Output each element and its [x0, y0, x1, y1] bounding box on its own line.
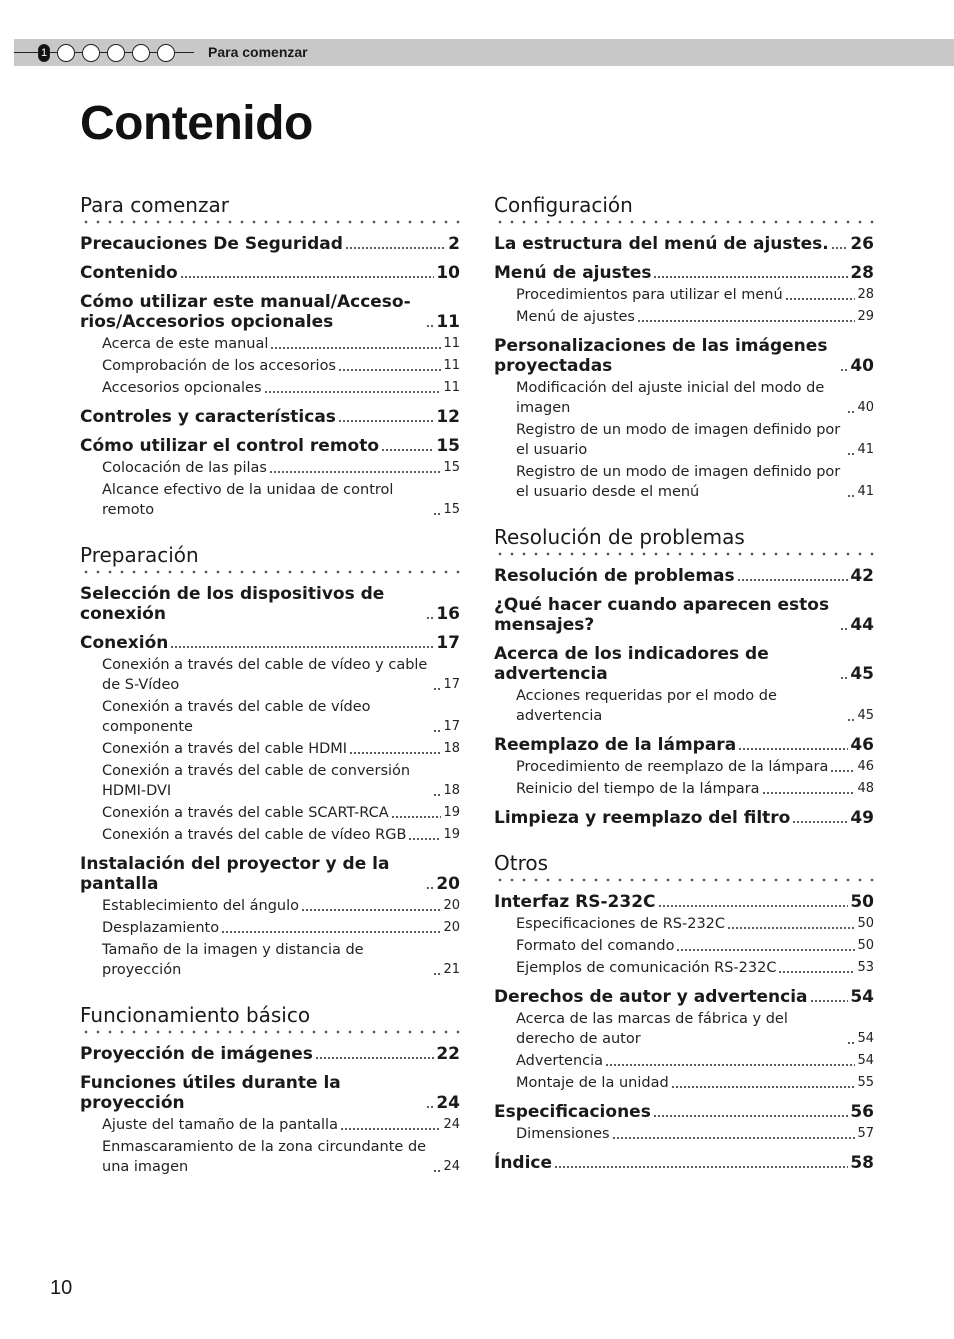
dot-leader — [338, 420, 434, 422]
entry-page-number: 58 — [850, 1153, 874, 1173]
dot-leader — [605, 1064, 855, 1066]
toc-subentry[interactable] — [516, 757, 874, 777]
toc-entry[interactable] — [80, 234, 460, 254]
entry-page-number: 15 — [443, 460, 460, 475]
dot-leader — [433, 730, 441, 732]
dot-leader — [408, 838, 441, 840]
entry-page-number: 40 — [850, 356, 874, 376]
dot-leader — [737, 579, 849, 581]
dot-leader — [426, 617, 434, 619]
chapter-step — [157, 44, 175, 62]
toc-entry[interactable] — [494, 263, 874, 283]
toc-entry[interactable] — [80, 1044, 460, 1064]
entry-title: Acerca de los indicadores de advertencia — [494, 644, 769, 684]
entry-page-number: 17 — [436, 633, 460, 653]
entry-page-number: 41 — [857, 484, 874, 499]
entry-title: Reinicio del tiempo de la lámpara — [516, 781, 760, 797]
toc-entry[interactable] — [80, 1073, 460, 1113]
toc-entry[interactable] — [494, 566, 874, 586]
toc-subentry[interactable] — [102, 1115, 460, 1135]
entry-page-number: 18 — [443, 783, 460, 798]
dot-leader — [658, 905, 849, 907]
entry-title: Limpieza y reemplazo del filtro — [494, 808, 791, 828]
entry-title: Conexión a través del cable HDMI — [102, 741, 348, 757]
dot-leader — [792, 821, 848, 823]
entry-page-number: 20 — [436, 874, 460, 894]
toc-subentry[interactable] — [102, 918, 460, 938]
toc-entry[interactable] — [494, 1153, 874, 1173]
dot-leader — [727, 927, 855, 929]
entry-title: Interfaz RS-232C — [494, 892, 656, 912]
chapter-step — [107, 44, 125, 62]
entry-page-number: 22 — [436, 1044, 460, 1064]
entry-page-number: 21 — [443, 962, 460, 977]
toc-section-configuracion — [494, 192, 874, 502]
toc-entry[interactable] — [494, 808, 874, 828]
entry-page-number: 11 — [443, 358, 460, 373]
toc-subentry[interactable] — [516, 378, 874, 418]
toc-entry[interactable] — [494, 735, 874, 755]
entry-title: Conexión a través del cable de vídeo y cable de S-Vídeo — [102, 657, 428, 693]
entry-title: Selección de los dispositivos de conexión — [80, 584, 385, 624]
dot-leader — [338, 369, 441, 371]
toc-subentry[interactable] — [516, 914, 874, 934]
dot-leader — [180, 276, 435, 278]
dot-leader — [830, 770, 855, 772]
entry-title: Ejemplos de comunicación RS-232C — [516, 960, 777, 976]
toc-subentry[interactable] — [102, 940, 460, 980]
entry-title: Ajuste del tamaño de la pantalla — [102, 1117, 338, 1133]
entry-title: Desplazamiento — [102, 920, 220, 936]
chapter-step-current: 1 — [38, 44, 50, 62]
entry-title: Acciones requeridas por el modo de advertencia — [516, 688, 777, 724]
entry-title: Accesorios opcionales — [102, 380, 262, 396]
entry-title: Registro de un modo de imagen definido por el usuario — [516, 422, 841, 458]
toc-subentry[interactable] — [516, 686, 874, 726]
toc-subentry[interactable] — [516, 1073, 874, 1093]
dot-leader — [810, 1000, 849, 1002]
toc-entry[interactable] — [80, 584, 460, 624]
dot-leader — [170, 646, 434, 648]
dot-leader — [381, 449, 434, 451]
page-number: 10 — [50, 1277, 73, 1299]
dot-leader — [433, 688, 441, 690]
toc-entry[interactable] — [80, 292, 460, 332]
entry-title: Resolución de problemas — [494, 566, 735, 586]
entry-page-number: 50 — [857, 938, 874, 953]
toc-section-para-comenzar — [80, 192, 460, 520]
entry-page-number: 15 — [443, 502, 460, 517]
toc-left-column — [80, 192, 460, 1199]
entry-title: Proyección de imágenes — [80, 1044, 313, 1064]
toc-entry[interactable] — [494, 1102, 874, 1122]
entry-title: Dimensiones — [516, 1126, 610, 1142]
toc-entry[interactable] — [494, 234, 874, 254]
section-heading: Resolución de problemas — [494, 524, 874, 556]
entry-page-number: 10 — [436, 263, 460, 283]
entry-page-number: 55 — [857, 1075, 874, 1090]
dot-leader — [847, 453, 855, 455]
entry-page-number: 19 — [443, 827, 460, 842]
entry-page-number: 24 — [443, 1117, 460, 1132]
toc-subentry[interactable] — [516, 285, 874, 305]
toc-subentry[interactable] — [102, 480, 460, 520]
toc-entry[interactable] — [494, 987, 874, 1007]
entry-page-number: 40 — [857, 400, 874, 415]
dot-leader — [433, 513, 441, 515]
entry-title: Modificación del ajuste inicial del modo de imagen — [516, 380, 825, 416]
entry-page-number: 48 — [857, 781, 874, 796]
toc-subentry[interactable] — [516, 779, 874, 799]
toc-subentry[interactable] — [516, 1124, 874, 1144]
entry-page-number: 53 — [857, 960, 874, 975]
dot-leader — [426, 1106, 434, 1108]
entry-title: Procedimiento de reemplazo de la lámpara — [516, 759, 829, 775]
dot-leader — [315, 1057, 434, 1059]
toc-subentry[interactable] — [516, 936, 874, 956]
entry-title: Enmascaramiento de la zona circundante de una imagen — [102, 1139, 427, 1175]
entry-page-number: 50 — [857, 916, 874, 931]
section-heading: Para comenzar — [80, 192, 460, 224]
entry-page-number: 17 — [443, 677, 460, 692]
dot-leader — [612, 1137, 856, 1139]
dot-leader — [391, 816, 442, 818]
entry-title: Funciones útiles durante la proyección — [80, 1073, 341, 1113]
entry-page-number: 54 — [850, 987, 874, 1007]
dot-leader — [221, 931, 441, 933]
toc-entry[interactable] — [80, 407, 460, 427]
dot-leader — [433, 1170, 441, 1172]
toc-section-resolucion-de-problemas — [494, 524, 874, 828]
chapter-label: Para comenzar — [208, 44, 308, 60]
chapter-step — [57, 44, 75, 62]
dot-leader — [433, 794, 441, 796]
entry-page-number: 11 — [436, 312, 460, 332]
entry-title: ¿Qué hacer cuando aparecen estos mensajes? — [494, 595, 830, 635]
toc-subentry[interactable] — [102, 803, 460, 823]
toc-subentry[interactable] — [516, 1051, 874, 1071]
toc-entry[interactable] — [494, 336, 874, 376]
toc-subentry[interactable] — [102, 378, 460, 398]
entry-page-number: 28 — [850, 263, 874, 283]
entry-page-number: 49 — [850, 808, 874, 828]
entry-title: Conexión a través del cable de vídeo RGB — [102, 827, 407, 843]
dot-leader — [301, 909, 441, 911]
entry-page-number: 45 — [857, 708, 874, 723]
entry-title: Montaje de la unidad — [516, 1075, 669, 1091]
entry-title: Acerca de este manual — [102, 336, 269, 352]
entry-title: Menú de ajustes — [494, 263, 652, 283]
entry-title: Menú de ajustes — [516, 309, 635, 325]
entry-title: Conexión a través del cable SCART-RCA — [102, 805, 389, 821]
dot-leader — [426, 887, 434, 889]
toc-subentry[interactable] — [102, 761, 460, 801]
entry-title: Conexión a través del cable de conversión HDMI-DVI — [102, 763, 411, 799]
toc-entry[interactable] — [494, 892, 874, 912]
dot-leader — [269, 471, 442, 473]
section-heading: Funcionamiento básico — [80, 1002, 460, 1034]
dot-leader — [349, 752, 441, 754]
entry-title: Contenido — [80, 263, 178, 283]
dot-leader — [778, 971, 855, 973]
entry-page-number: 29 — [857, 309, 874, 324]
entry-title: Formato del comando — [516, 938, 675, 954]
toc-entry[interactable] — [80, 263, 460, 283]
dot-leader — [847, 719, 855, 721]
dot-leader — [738, 748, 848, 750]
entry-page-number: 11 — [443, 380, 460, 395]
dot-leader — [840, 677, 848, 679]
entry-page-number: 54 — [857, 1053, 874, 1068]
toc-subentry[interactable] — [102, 896, 460, 916]
section-heading: Configuración — [494, 192, 874, 224]
entry-page-number: 2 — [448, 234, 460, 254]
entry-page-number: 20 — [443, 898, 460, 913]
entry-title: Reemplazo de la lámpara — [494, 735, 737, 755]
entry-page-number: 16 — [436, 604, 460, 624]
entry-page-number: 41 — [857, 442, 874, 457]
entry-title: Conexión — [80, 633, 169, 653]
page-title: Contenido — [80, 97, 313, 150]
entry-title: Instalación del proyector y de la pantalla — [80, 854, 390, 894]
dot-leader — [653, 276, 848, 278]
entry-page-number: 56 — [850, 1102, 874, 1122]
entry-page-number: 45 — [850, 664, 874, 684]
entry-page-number: 11 — [443, 336, 460, 351]
entry-page-number: 46 — [850, 735, 874, 755]
dot-leader — [270, 347, 441, 349]
dot-leader — [847, 411, 855, 413]
toc-entry[interactable] — [80, 854, 460, 894]
dot-leader — [433, 973, 441, 975]
entry-title: Alcance efectivo de la unidaa de control remoto — [102, 482, 394, 518]
toc-subentry[interactable] — [102, 458, 460, 478]
chapter-step — [82, 44, 100, 62]
entry-page-number: 26 — [850, 234, 874, 254]
entry-page-number: 18 — [443, 741, 460, 756]
toc-entry[interactable] — [80, 633, 460, 653]
toc-subentry[interactable] — [516, 1009, 874, 1049]
entry-title: Comprobación de los accesorios — [102, 358, 336, 374]
toc-subentry[interactable] — [102, 697, 460, 737]
dot-leader — [671, 1086, 856, 1088]
toc-subentry[interactable] — [516, 420, 874, 460]
entry-page-number: 44 — [850, 615, 874, 635]
entry-page-number: 15 — [436, 436, 460, 456]
entry-page-number: 46 — [857, 759, 874, 774]
entry-title: Establecimiento del ángulo — [102, 898, 300, 914]
chapter-progress — [38, 44, 175, 62]
dot-leader — [762, 792, 856, 794]
dot-leader — [831, 247, 849, 249]
entry-title: Especificaciones de RS-232C — [516, 916, 726, 932]
entry-title: Controles y características — [80, 407, 336, 427]
dot-leader — [785, 298, 856, 300]
dot-leader — [847, 1042, 855, 1044]
dot-leader — [554, 1166, 848, 1168]
toc-subentry[interactable] — [102, 739, 460, 759]
section-heading: Otros — [494, 850, 874, 882]
entry-title: Tamaño de la imagen y distancia de proyección — [102, 942, 364, 978]
dot-leader — [426, 325, 434, 327]
toc-section-preparacion — [80, 542, 460, 980]
entry-page-number: 20 — [443, 920, 460, 935]
entry-title: La estructura del menú de ajustes. — [494, 234, 829, 254]
entry-title: Precauciones De Seguridad — [80, 234, 343, 254]
entry-title: Registro de un modo de imagen definido por el usuario desde el menú — [516, 464, 841, 500]
entry-title: Procedimientos para utilizar el menú — [516, 287, 783, 303]
entry-page-number: 19 — [443, 805, 460, 820]
toc-subentry[interactable] — [516, 307, 874, 327]
entry-title: Personalizaciones de las imágenes proyectadas — [494, 336, 828, 376]
entry-page-number: 50 — [850, 892, 874, 912]
toc-subentry[interactable] — [102, 655, 460, 695]
dot-leader — [264, 391, 442, 393]
entry-page-number: 54 — [857, 1031, 874, 1046]
entry-page-number: 57 — [857, 1126, 874, 1141]
toc-entry[interactable] — [494, 595, 874, 635]
chapter-step — [132, 44, 150, 62]
dot-leader — [340, 1128, 441, 1130]
entry-title: Colocación de las pilas — [102, 460, 267, 476]
entry-page-number: 28 — [857, 287, 874, 302]
entry-title: Cómo utilizar este manual/Acceso-rios/Accesorios opcionales — [80, 292, 411, 332]
toc-subentry[interactable] — [102, 825, 460, 845]
dot-leader — [847, 495, 855, 497]
section-heading: Preparación — [80, 542, 460, 574]
dot-leader — [840, 369, 848, 371]
entry-page-number: 24 — [443, 1159, 460, 1174]
entry-page-number: 42 — [850, 566, 874, 586]
dot-leader — [676, 949, 855, 951]
toc-right-column — [494, 192, 874, 1195]
entry-page-number: 17 — [443, 719, 460, 734]
toc-subentry[interactable] — [516, 462, 874, 502]
toc-subentry[interactable] — [102, 356, 460, 376]
entry-title: Índice — [494, 1153, 553, 1173]
entry-title: Conexión a través del cable de vídeo componente — [102, 699, 371, 735]
entry-page-number: 24 — [436, 1093, 460, 1113]
entry-title: Derechos de autor y advertencia — [494, 987, 808, 1007]
toc-entry[interactable] — [494, 644, 874, 684]
entry-page-number: 12 — [436, 407, 460, 427]
dot-leader — [840, 628, 848, 630]
toc-subentry[interactable] — [102, 334, 460, 354]
entry-title: Especificaciones — [494, 1102, 651, 1122]
entry-title: Advertencia — [516, 1053, 604, 1069]
dot-leader — [345, 247, 446, 249]
toc-section-otros — [494, 850, 874, 1173]
dot-leader — [653, 1115, 849, 1117]
toc-section-funcionamiento-basico — [80, 1002, 460, 1177]
entry-title: Cómo utilizar el control remoto — [80, 436, 380, 456]
toc-subentry[interactable] — [516, 958, 874, 978]
toc-entry[interactable] — [80, 436, 460, 456]
entry-title: Acerca de las marcas de fábrica y del derecho de autor — [516, 1011, 788, 1047]
dot-leader — [637, 320, 855, 322]
toc-subentry[interactable] — [102, 1137, 460, 1177]
